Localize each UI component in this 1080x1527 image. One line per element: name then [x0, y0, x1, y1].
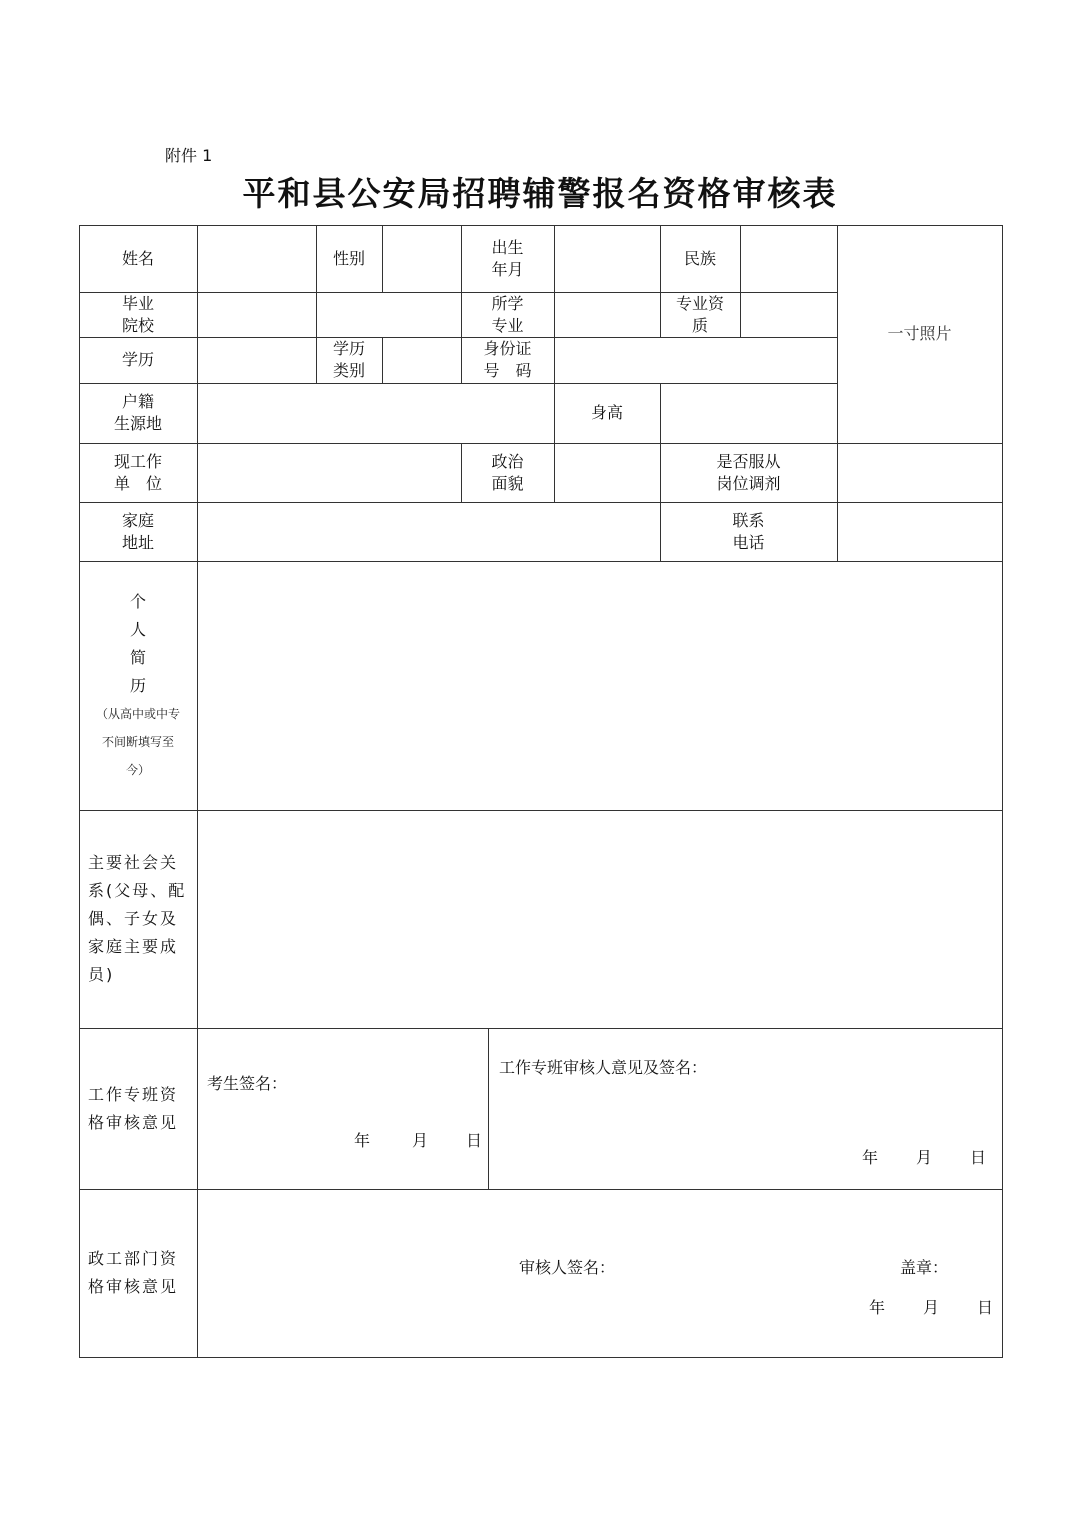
input-name[interactable] [197, 225, 316, 292]
input-school[interactable] [197, 292, 461, 337]
input-education-type[interactable] [382, 337, 461, 383]
input-ethnicity[interactable] [740, 225, 837, 292]
label-phone: 联系 电话 [732, 510, 765, 552]
label-resume: 个 人 简 历 （从高中或中专 不间断填写至 今） [95, 591, 180, 777]
candidate-sign-label: 考生签名： [207, 1074, 288, 1093]
label-id-number: 身份证 号 码 [483, 339, 532, 380]
label-workplace: 现工作 单 位 [113, 451, 162, 493]
label-education: 学历 [121, 350, 154, 369]
input-address[interactable] [197, 502, 660, 561]
label-dept-review: 政工部门资格审核意见 [88, 1249, 179, 1296]
input-height[interactable] [660, 383, 837, 443]
input-obey-adjustment[interactable] [837, 443, 1002, 502]
seal-label: 盖章： [900, 1258, 949, 1277]
input-relations[interactable] [197, 810, 1002, 1028]
label-education-type: 学历 类别 [332, 339, 365, 380]
label-ethnicity: 民族 [683, 248, 716, 268]
input-workplace[interactable] [197, 443, 461, 502]
label-obey-adjustment: 是否服从 岗位调剂 [716, 451, 781, 493]
label-relations: 主要社会关系(父母、配偶、子女及家庭主要成员) [88, 853, 187, 984]
input-qualification[interactable] [740, 292, 837, 337]
label-team-review: 工作专班资格审核意见 [88, 1084, 179, 1132]
photo-box[interactable] [837, 225, 1002, 443]
label-school: 毕业 院校 [121, 293, 154, 335]
label-hukou: 户籍 生源地 [113, 392, 162, 433]
label-birth: 出生 年月 [491, 237, 524, 279]
dept-sign-date: 年 月 日 [869, 1298, 994, 1317]
input-education[interactable] [197, 337, 316, 383]
label-height: 身高 [590, 403, 623, 422]
label-qualification: 专业资 质 [675, 293, 724, 335]
table-border-bottom [79, 1357, 1003, 1358]
attachment-label: 附件 1 [165, 146, 213, 165]
input-gender[interactable] [382, 225, 461, 292]
input-hukou[interactable] [197, 383, 554, 443]
team-sign-date: 年 月 日 [862, 1148, 987, 1167]
form-title: 平和县公安局招聘辅警报名资格审核表 [242, 174, 838, 213]
candidate-sign-area[interactable] [197, 1028, 488, 1189]
photo-label: 一寸照片 [887, 324, 952, 343]
team-sign-label: 工作专班审核人意见及签名： [499, 1058, 708, 1077]
input-major[interactable] [554, 292, 660, 337]
input-politics[interactable] [554, 443, 660, 502]
label-address: 家庭 地址 [121, 510, 154, 552]
candidate-sign-date: 年 月 日 [354, 1131, 483, 1150]
reviewer-sign-label: 审核人签名： [519, 1258, 616, 1277]
input-phone[interactable] [837, 502, 1002, 561]
input-resume[interactable] [197, 561, 1002, 810]
input-id-number[interactable] [554, 337, 837, 383]
label-name: 姓名 [121, 248, 154, 268]
label-politics: 政治 面貌 [491, 451, 524, 493]
input-birth[interactable] [554, 225, 660, 292]
label-major: 所学 专业 [491, 293, 524, 335]
label-gender: 性别 [332, 248, 365, 268]
